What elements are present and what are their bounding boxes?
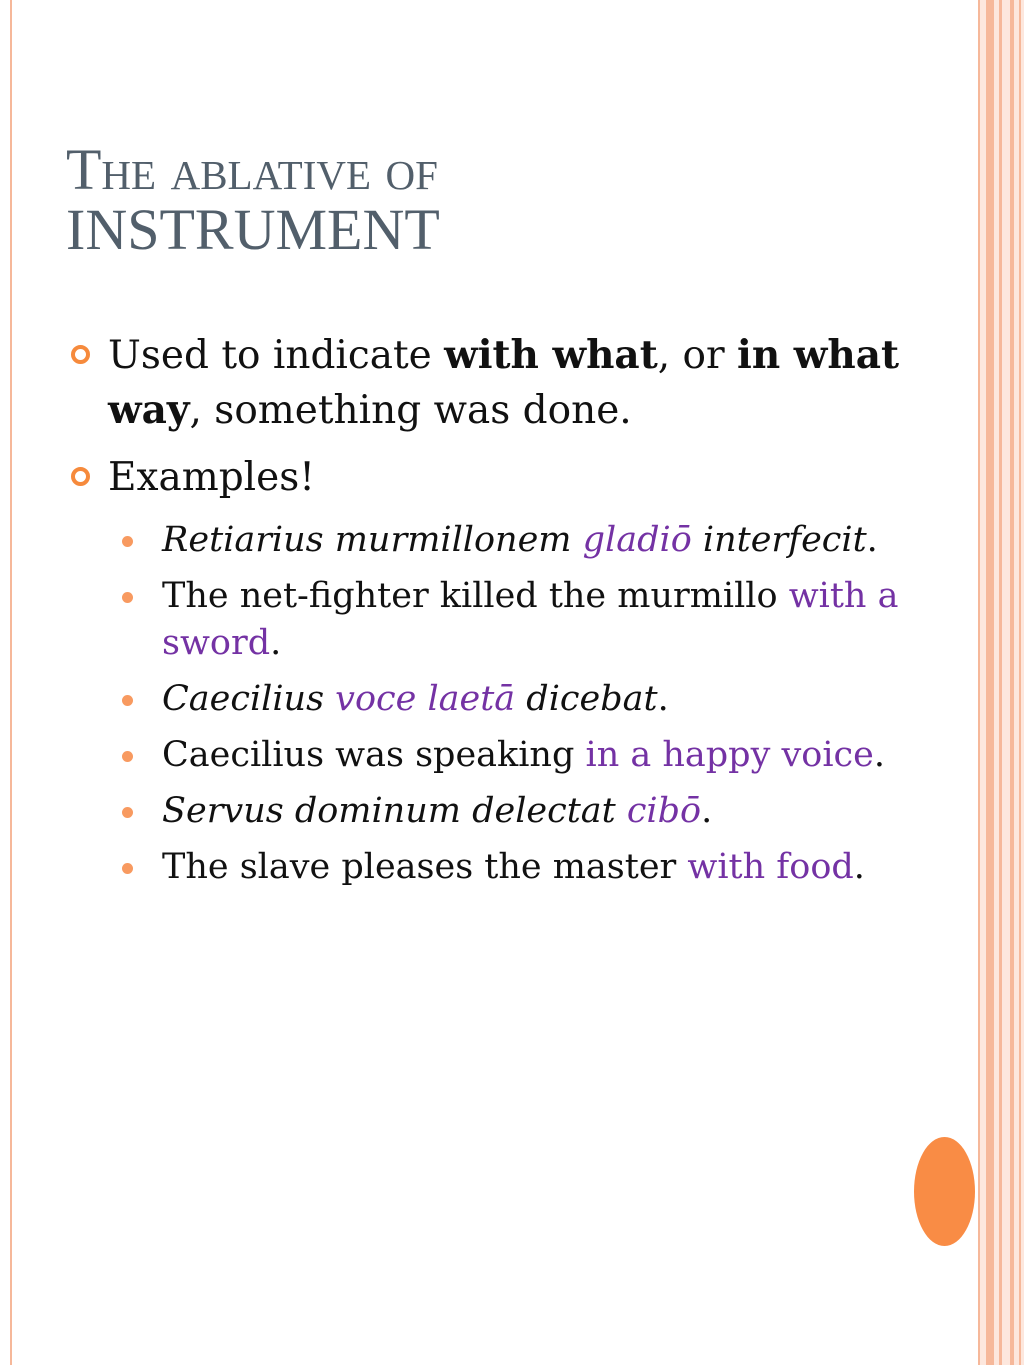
title-line-1: The ablative of	[66, 137, 438, 202]
punctuation: .	[657, 679, 669, 719]
punctuation: .	[853, 847, 865, 887]
definition-text: , something was done.	[189, 388, 632, 433]
decorative-oval	[914, 1137, 975, 1246]
dot-bullet-icon	[122, 695, 133, 706]
translation-text: The slave pleases the master	[162, 847, 688, 887]
right-frame-line	[1019, 0, 1021, 1365]
punctuation: .	[866, 520, 878, 560]
example-item	[64, 732, 924, 779]
right-frame-line	[1010, 0, 1014, 1365]
example-item	[64, 573, 924, 667]
ablative-highlight: gladiō	[582, 520, 692, 560]
bullet-examples	[64, 450, 924, 505]
latin-text: Caecilius	[162, 679, 336, 719]
slide-title	[66, 137, 926, 262]
dot-bullet-icon	[122, 807, 133, 818]
examples-heading: Examples!	[108, 455, 315, 500]
right-frame-line	[986, 0, 994, 1365]
definition-text: , or	[657, 333, 738, 378]
latin-text: Servus dominum delectat	[162, 791, 627, 831]
title-line-2: INSTRUMENT	[66, 197, 440, 262]
right-frame-line	[999, 0, 1002, 1365]
dot-bullet-icon	[122, 863, 133, 874]
bullet-definition	[64, 328, 924, 438]
punctuation: .	[873, 735, 885, 775]
definition-text: Used to indicate	[108, 333, 445, 378]
dot-bullet-icon	[122, 751, 133, 762]
ring-bullet-icon	[71, 345, 90, 364]
ring-bullet-icon	[71, 467, 90, 486]
latin-text: Retiarius murmillonem	[162, 520, 583, 560]
definition-bold-with-what: with what	[444, 332, 658, 378]
ablative-highlight: voce laetā	[335, 679, 516, 719]
example-item	[64, 844, 924, 891]
dot-bullet-icon	[122, 536, 133, 547]
translation-highlight: in a happy voice	[585, 735, 874, 775]
punctuation: .	[270, 623, 282, 663]
punctuation: .	[701, 791, 713, 831]
ablative-highlight: cibō	[626, 791, 702, 831]
left-frame-line	[10, 0, 12, 1365]
example-item	[64, 788, 924, 835]
example-item	[64, 517, 924, 564]
latin-text: dicebat	[515, 679, 658, 719]
latin-text: interfecit	[691, 520, 867, 560]
translation-highlight: with a sword	[162, 576, 899, 663]
translation-text: Caecilius was speaking	[162, 735, 586, 775]
translation-highlight: with food	[687, 847, 854, 887]
translation-text: The net-fighter killed the murmillo	[162, 576, 789, 616]
right-frame-line	[978, 0, 980, 1365]
slide-body	[64, 328, 924, 900]
dot-bullet-icon	[122, 592, 133, 603]
example-item	[64, 676, 924, 723]
definition-bold-in-what-way: in what way	[108, 332, 900, 433]
